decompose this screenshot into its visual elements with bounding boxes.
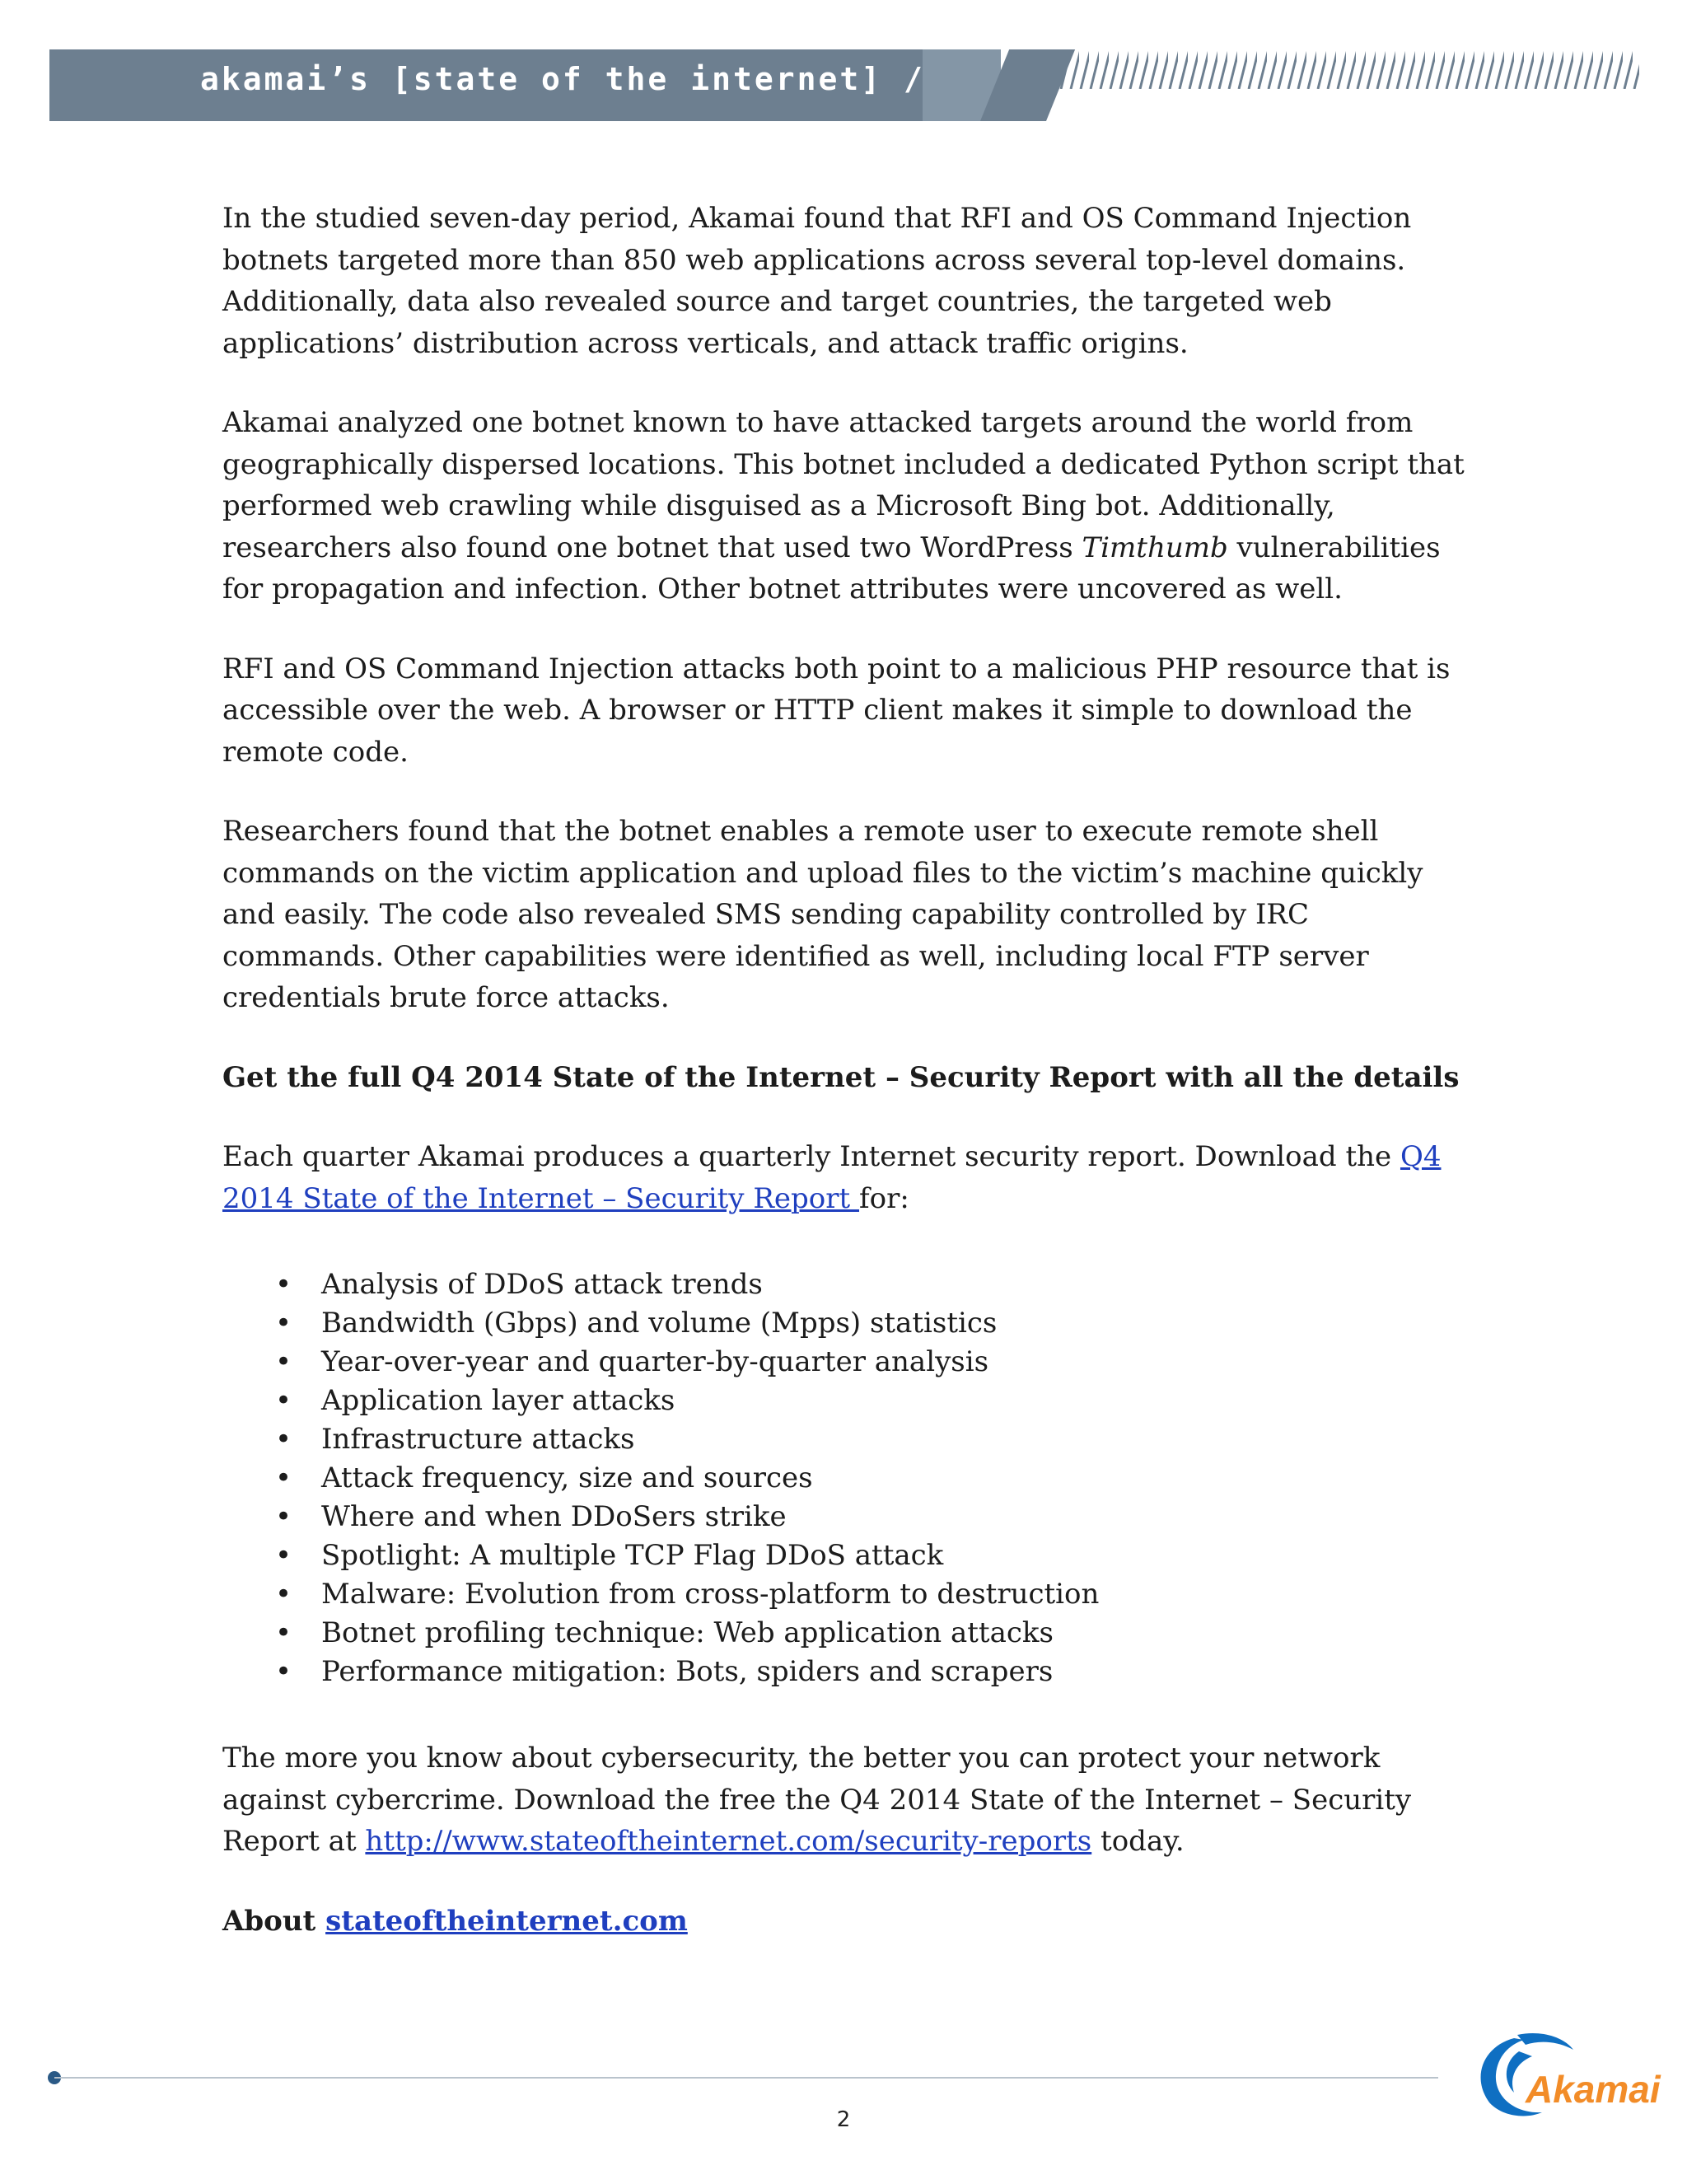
section-subheading: Get the full Q4 2014 State of the Internet – Security Report with all the details <box>222 1060 1460 1094</box>
paragraph-botnet-analysis <box>222 402 1474 610</box>
list-item: • Infrastructure attacks <box>222 1420 1474 1459</box>
list-item: • Spotlight: A multiple TCP Flag DDoS attack <box>222 1536 1474 1575</box>
paragraph-call-to-action <box>222 1737 1474 1863</box>
list-item: • Performance mitigation: Bots, spiders and scrapers <box>222 1653 1474 1691</box>
paragraph-php-resource: RFI and OS Command Injection attacks both point to a malicious PHP resource that is accessible over the web. A browser or HTTP client makes it simple to download the remote code. <box>222 652 1451 769</box>
list-item: • Attack frequency, size and sources <box>222 1459 1474 1498</box>
footer-rule <box>54 2077 1438 2079</box>
paragraph-text: Each quarter Akamai produces a quarterly Internet security report. Download the <box>222 1140 1400 1173</box>
security-reports-url-link[interactable]: http://www.stateoftheinternet.com/security-reports <box>365 1825 1092 1858</box>
list-item: • Application layer attacks <box>222 1382 1474 1420</box>
list-item: • Where and when DDoSers strike <box>222 1498 1474 1536</box>
report-download-link[interactable]: Q4 2014 State of the Internet – Security Report <box>222 1140 1442 1215</box>
report-topics-list <box>222 1265 1474 1691</box>
header-title: akamai’s [state of the internet] / <box>200 61 925 97</box>
paragraph-botnet-targets: In the studied seven-day period, Akamai found that RFI and OS Command Injection botnets targeted more than 850 web applications across several top-level domains. Additionally, data also revealed source and target countries, the targeted web applications’ distribution across verticals, and attack traffic origins. <box>222 202 1412 360</box>
list-item: • Malware: Evolution from cross-platform to destruction <box>222 1575 1474 1614</box>
stateoftheinternet-link[interactable]: stateoftheinternet.com <box>325 1904 688 1938</box>
paragraph-text: Akamai analyzed one botnet known to have attacked targets around the world from geographically dispersed locations. This botnet included a dedicated Python script that performed web crawling while disguised as a Microsoft Bing bot. Additionally, researchers also found one botnet that used two WordPress <box>222 406 1465 564</box>
logo-wordmark: Akamai <box>1526 2068 1661 2111</box>
page-number: 2 <box>836 2107 851 2132</box>
article-body <box>222 198 1474 1970</box>
paragraph-text: vulnerabilities for propagation and infection. Other botnet attributes were uncovered as well. <box>222 531 1441 606</box>
list-item: • Bandwidth (Gbps) and volume (Mpps) statistics <box>222 1304 1474 1343</box>
emphasis-timthumb: Timthumb <box>1082 531 1228 564</box>
about-heading <box>222 1901 1474 1943</box>
page-header-banner <box>49 49 1639 121</box>
paragraph-quarterly-report <box>222 1136 1474 1219</box>
paragraph-text: The more you know about cybersecurity, the better you can protect your network against cybercrime. Download the free the Q4 2014 State of the Internet – Security Report at <box>222 1742 1412 1858</box>
paragraph-text: for: <box>859 1181 909 1215</box>
paragraph-text: today. <box>1091 1825 1185 1858</box>
header-hatch-pattern <box>980 49 1639 89</box>
list-item: • Analysis of DDoS attack trends <box>222 1265 1474 1304</box>
list-item: • Botnet profiling technique: Web application attacks <box>222 1614 1474 1653</box>
about-label: About <box>222 1904 326 1938</box>
list-item: • Year-over-year and quarter-by-quarter analysis <box>222 1343 1474 1382</box>
paragraph-capabilities: Researchers found that the botnet enables a remote user to execute remote shell commands on the victim application and upload files to the victim’s machine quickly and easily. The code also revealed SMS sending capability controlled by IRC commands. Other capabilities were identified as well, including local FTP server credentials brute force attacks. <box>222 815 1423 1014</box>
